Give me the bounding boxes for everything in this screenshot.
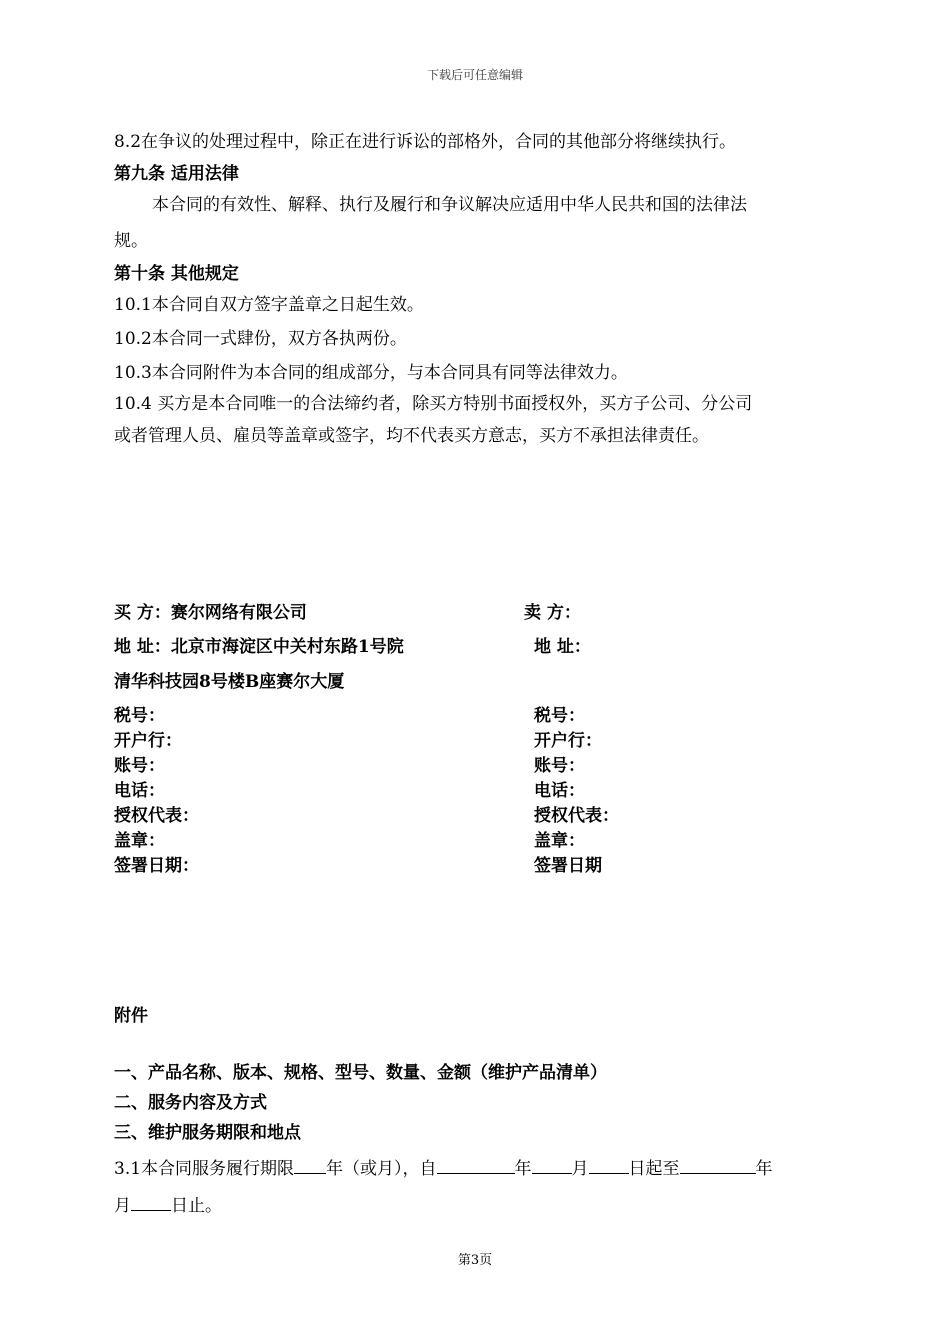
- seller-phone-label: 电话：: [534, 781, 585, 801]
- buyer-bank-label: 开户行：: [114, 731, 182, 751]
- seller-address: 地 址：: [534, 637, 591, 657]
- clause-3-1-text: 月: [571, 1159, 589, 1179]
- clause-10-4-line-2: 或者管理人员、雇员等盖章或签字，均不代表买方意志，买方不承担法律责任。: [114, 426, 709, 446]
- clause-8-2: 8.2在争议的处理过程中，除正在进行诉讼的部格外，合同的其他部分将继续执行。: [114, 132, 737, 152]
- buyer-address-line-2: 清华科技园8号楼B座赛尔大厦: [114, 672, 345, 692]
- article-9-text-line-1: 本合同的有效性、解释、执行及履行和争议解决应适用中华人民共和国的法律法: [152, 195, 747, 215]
- clause-3-1-text: 日止。: [171, 1196, 222, 1216]
- clause-3-1-line-1: [114, 1154, 773, 1179]
- buyer-name: 买 方：赛尔网络有限公司: [114, 603, 307, 623]
- article-9-text-line-2: 规。: [114, 231, 148, 251]
- appendix-item-1: 一、产品名称、版本、规格、型号、数量、金额（维护产品清单）: [114, 1063, 607, 1083]
- seller-representative-label: 授权代表：: [534, 806, 619, 826]
- article-10-title: 第十条 其他规定: [114, 264, 239, 284]
- clause-3-1-text: 3.1本合同服务履行期限: [114, 1159, 295, 1179]
- clause-10-4-line-1: 10.4 买方是本合同唯一的合法缔约者，除买方特别书面授权外，买方子公司、分公司: [114, 394, 753, 414]
- article-9-title: 第九条 适用法律: [114, 164, 239, 184]
- buyer-phone-label: 电话：: [114, 781, 165, 801]
- clause-3-1-text: 月: [114, 1196, 131, 1216]
- buyer-account-label: 账号：: [114, 756, 165, 776]
- buyer-seal-label: 盖章：: [114, 831, 165, 851]
- seller-bank-label: 开户行：: [534, 731, 602, 751]
- clause-10-1: 10.1本合同自双方签字盖章之日起生效。: [114, 295, 424, 315]
- buyer-address: 地 址：北京市海淀区中关村东路1号院: [114, 637, 404, 657]
- clause-3-1-text: 年: [755, 1159, 773, 1179]
- seller-seal-label: 盖章：: [534, 831, 585, 851]
- seller-tax-id-label: 税号：: [534, 706, 585, 726]
- start-year-blank: [437, 1157, 515, 1174]
- end-day-blank: [131, 1194, 171, 1211]
- start-month-blank: [532, 1157, 572, 1174]
- page-header: 下载后可任意编辑: [426, 68, 523, 82]
- clause-10-3: 10.3本合同附件为本合同的组成部分，与本合同具有同等法律效力。: [114, 363, 628, 383]
- term-blank: [294, 1157, 326, 1174]
- seller-account-label: 账号：: [534, 756, 585, 776]
- seller-sign-date-label: 签署日期: [534, 856, 602, 876]
- seller-name: 卖 方：: [524, 603, 581, 623]
- start-day-blank: [589, 1157, 629, 1174]
- clause-3-1-text: 日起至: [628, 1159, 680, 1179]
- clause-3-1-line-2: [114, 1191, 222, 1216]
- clause-3-1-text: 年: [514, 1159, 532, 1179]
- buyer-tax-id-label: 税号：: [114, 706, 165, 726]
- appendix-title: 附件: [114, 1006, 148, 1026]
- end-year-blank: [680, 1157, 756, 1174]
- page-number: 第3页: [457, 1253, 493, 1268]
- clause-10-2: 10.2本合同一式肆份，双方各执两份。: [114, 329, 407, 349]
- appendix-item-3: 三、维护服务期限和地点: [114, 1123, 301, 1143]
- buyer-representative-label: 授权代表：: [114, 806, 199, 826]
- buyer-sign-date-label: 签署日期：: [114, 856, 199, 876]
- clause-3-1-text: 年（或月），自: [326, 1159, 437, 1179]
- appendix-item-2: 二、服务内容及方式: [114, 1093, 267, 1113]
